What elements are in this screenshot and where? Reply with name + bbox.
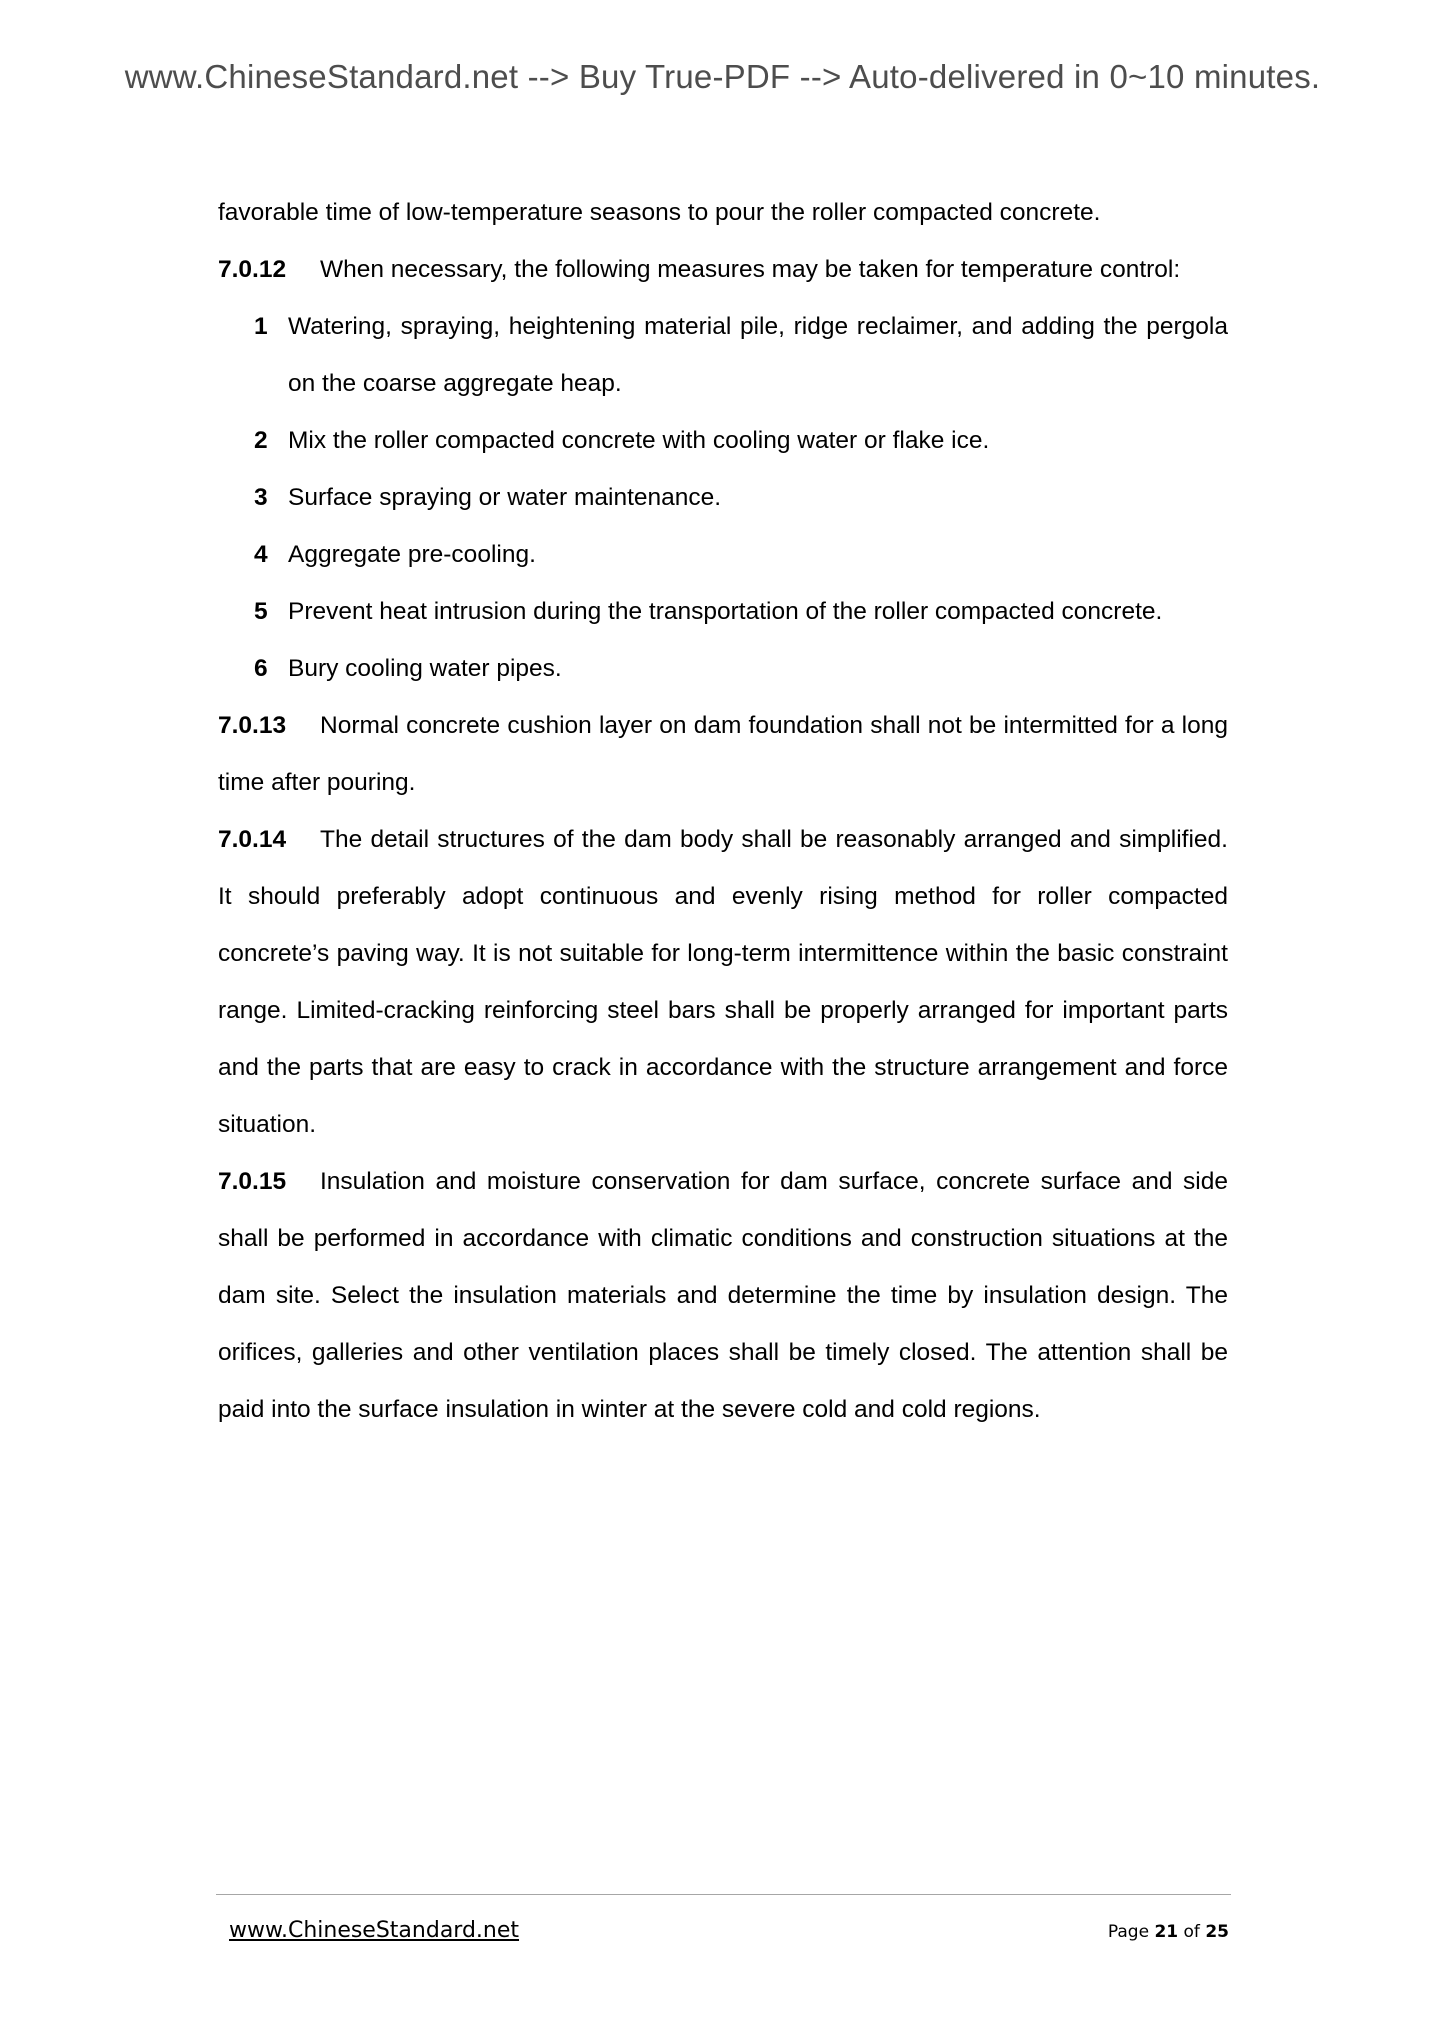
clause-text: Insulation and moisture conservation for dam surface, concrete surface and side shall be performed in accordance with climatic conditions and construction situations at the dam site. Select the insulation materials and determine the time by insulation design. The orifices, galleries and other ventilation places shall be timely closed. The attention shall be paid into the surface insulation in winter at the severe cold and cold regions. <box>218 1168 1228 1423</box>
clause-number: 7.0.12 <box>218 256 287 283</box>
clause-7-0-12 <box>218 241 1228 298</box>
list-item-text: Mix the roller compacted concrete with cooling water or flake ice. <box>288 427 990 454</box>
document-body <box>218 184 1228 1438</box>
page-of: of <box>1183 1922 1200 1942</box>
list-item <box>254 412 1228 469</box>
footer-divider <box>216 1894 1231 1895</box>
list-item-text: Surface spraying or water maintenance. <box>288 484 722 511</box>
page-number <box>1108 1922 1229 1942</box>
page-current: 21 <box>1154 1922 1179 1942</box>
clause-text: When necessary, the following measures may be taken for temperature control: <box>320 256 1181 283</box>
clause-7-0-13 <box>218 697 1228 811</box>
footer-website-link[interactable]: www.ChineseStandard.net <box>229 1918 520 1943</box>
list-item-number: 1 <box>254 313 268 340</box>
clause-text: The detail structures of the dam body shall be reasonably arranged and simplified. It should preferably adopt continuous and evenly rising method for roller compacted concrete’s paving way. It is not suitable for long-term intermittence within the basic constraint range. Limited-cracking reinforcing steel bars shall be properly arranged for important parts and the parts that are easy to crack in accordance with the structure arrangement and force situation. <box>218 826 1228 1138</box>
page-label: Page <box>1107 1922 1150 1942</box>
list-item-text: Prevent heat intrusion during the transportation of the roller compacted concrete. <box>288 598 1163 625</box>
clause-7-0-15 <box>218 1153 1228 1438</box>
page-total: 25 <box>1205 1922 1229 1942</box>
list-item <box>254 640 1228 697</box>
list-item-number: 4 <box>254 541 268 568</box>
list-item <box>254 526 1228 583</box>
list-item-number: 2 <box>254 427 268 454</box>
list-item-number: 3 <box>254 484 268 511</box>
header-banner[interactable]: www.ChineseStandard.net --> Buy True-PDF --> Auto-delivered in 0~10 minutes. <box>124 58 1321 95</box>
list-item-text: Aggregate pre-cooling. <box>288 541 536 568</box>
list-item <box>254 298 1228 412</box>
clause-7-0-14 <box>218 811 1228 1153</box>
intro-paragraph: favorable time of low-temperature seasons to pour the roller compacted concrete. <box>218 199 1101 226</box>
list-item <box>254 583 1228 640</box>
list-item-text: Bury cooling water pipes. <box>288 655 562 682</box>
clause-text: Normal concrete cushion layer on dam foundation shall not be intermitted for a long time after pouring. <box>218 712 1228 796</box>
list-item-number: 5 <box>254 598 268 625</box>
list-item-text: Watering, spraying, heightening material pile, ridge reclaimer, and adding the pergola on the coarse aggregate heap. <box>288 313 1228 397</box>
clause-number: 7.0.15 <box>218 1168 287 1195</box>
list-item <box>254 469 1228 526</box>
clause-number: 7.0.13 <box>218 712 287 739</box>
list-item-number: 6 <box>254 655 268 682</box>
clause-number: 7.0.14 <box>218 826 287 853</box>
